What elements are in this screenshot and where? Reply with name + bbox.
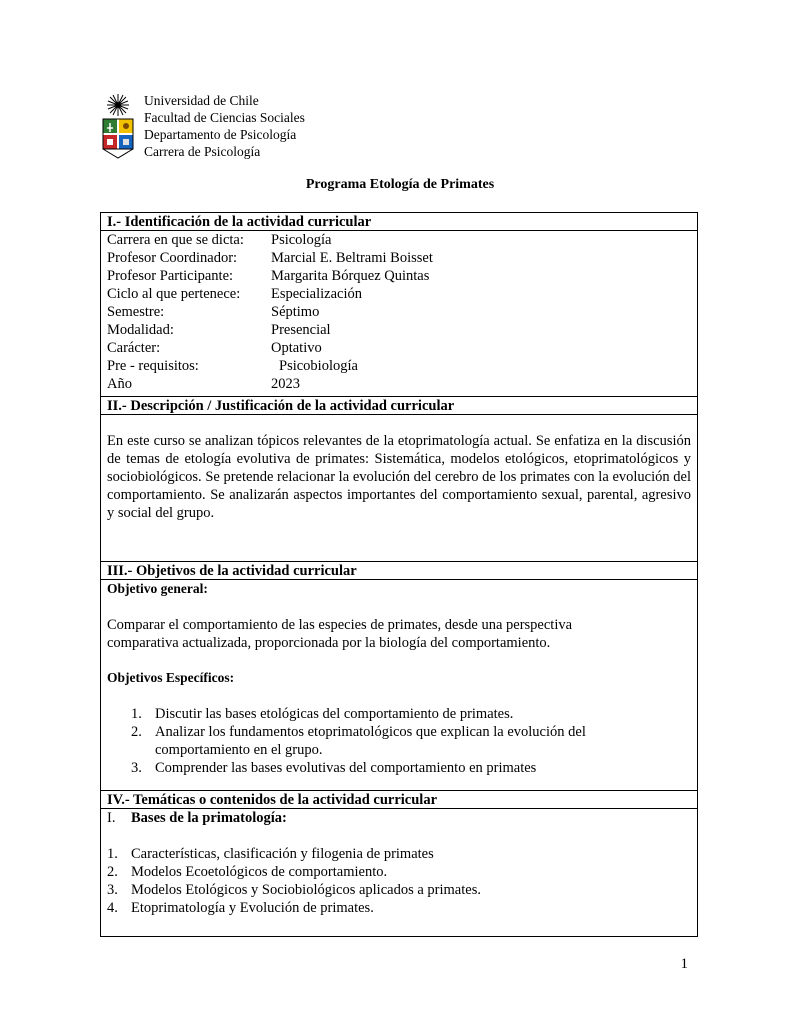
specific-objectives-label: Objetivos Específicos:	[107, 670, 235, 685]
id-value: Psicobiología	[279, 358, 358, 374]
general-objective-line: Comparar el comportamiento de las especies de primates, desde una perspectiva	[107, 617, 573, 633]
id-label: Año	[107, 376, 132, 392]
unit-heading	[107, 809, 691, 827]
id-row	[107, 321, 691, 339]
id-value: Presencial	[271, 322, 331, 338]
description-text: En este curso se analizan tópicos relevantes de la etoprimatología actual. Se enfatiza en la discusión de temas de etología evolutiva de primates: Sistemática, modelos etológicos, etoprimatológicos y sociobiológicos. Se pretende relacionar la evolución del cerebro de los primates con la evolución del comportamiento. Se analizarán aspectos importantes del comportamiento sexual, parental, agresivo y social del grupo.	[107, 433, 691, 521]
list-item	[107, 881, 691, 899]
general-objective-label: Objetivo general:	[107, 581, 208, 596]
contents-body	[101, 809, 697, 917]
item-text: Etoprimatología y Evolución de primates.	[131, 900, 374, 916]
id-row	[107, 303, 691, 321]
item-text: Discutir las bases etológicas del comportamiento de primates.	[155, 706, 514, 722]
university-name: Universidad de Chile	[144, 93, 259, 108]
objectives-body	[101, 580, 697, 777]
list-item	[107, 845, 691, 863]
id-label: Profesor Participante:	[107, 268, 234, 284]
list-item	[107, 863, 691, 881]
id-label: Modalidad:	[107, 322, 174, 338]
item-text: Modelos Etológicos y Sociobiológicos aplicados a primates.	[131, 882, 481, 898]
id-label: Carrera en que se dicta:	[107, 232, 244, 248]
unit-title: Bases de la primatología:	[131, 810, 287, 826]
section-contents	[100, 790, 698, 937]
id-row	[107, 357, 691, 375]
section-objectives	[100, 561, 698, 791]
department-name: Departamento de Psicología	[144, 127, 297, 142]
section-heading: I.- Identificación de la actividad curricular	[101, 213, 697, 231]
id-value: Optativo	[271, 340, 322, 356]
section-description	[100, 396, 698, 562]
id-value: 2023	[271, 376, 300, 392]
id-value: Séptimo	[271, 304, 320, 320]
id-row	[107, 375, 691, 393]
institution-header	[100, 92, 500, 162]
description-body	[101, 432, 697, 522]
institution-lines	[144, 92, 305, 160]
program-name: Carrera de Psicología	[144, 144, 261, 159]
id-row	[107, 231, 691, 249]
page-number: 1	[680, 956, 688, 972]
item-text: Características, clasificación y filogenia de primates	[131, 846, 434, 862]
id-row	[107, 285, 691, 303]
id-label: Ciclo al que pertenece:	[107, 286, 241, 302]
item-text: Analizar los fundamentos etoprimatológicos que explican la evolución del comportamiento en el grupo.	[155, 724, 586, 758]
item-number: 1.	[131, 706, 142, 722]
id-label: Pre - requisitos:	[107, 358, 199, 374]
specific-objectives-list	[107, 705, 691, 777]
id-value: Marcial E. Beltrami Boisset	[271, 250, 433, 266]
item-number: 4.	[107, 900, 118, 916]
faculty-name: Facultad de Ciencias Sociales	[144, 110, 305, 125]
item-text: Modelos Ecoetológicos de comportamiento.	[131, 864, 388, 880]
section-heading: IV.- Temáticas o contenidos de la actividad curricular	[101, 791, 697, 809]
general-objective-line: comparativa actualizada, proporcionada por la biología del comportamiento.	[107, 635, 551, 651]
list-item	[107, 899, 691, 917]
id-row	[107, 249, 691, 267]
item-text: Comprender las bases evolutivas del comportamiento en primates	[155, 760, 537, 776]
list-item	[107, 705, 691, 723]
id-label: Semestre:	[107, 304, 165, 320]
contents-list	[107, 845, 691, 917]
list-item	[107, 723, 691, 759]
id-value: Margarita Bórquez Quintas	[271, 268, 430, 284]
id-row	[107, 267, 691, 285]
identification-table	[101, 231, 697, 393]
list-item	[107, 759, 691, 777]
section-heading: II.- Descripción / Justificación de la actividad curricular	[101, 397, 697, 415]
id-value: Especialización	[271, 286, 362, 302]
item-number: 2.	[107, 864, 118, 880]
item-number: 1.	[107, 846, 118, 862]
section-identification	[100, 212, 698, 397]
id-label: Carácter:	[107, 340, 161, 356]
item-number: 3.	[107, 882, 118, 898]
item-number: 2.	[131, 724, 142, 740]
id-row	[107, 339, 691, 357]
id-value: Psicología	[271, 232, 332, 248]
id-label: Profesor Coordinador:	[107, 250, 238, 266]
item-number: 3.	[131, 760, 142, 776]
unit-number: I.	[107, 810, 116, 826]
section-heading: III.- Objetivos de la actividad curricular	[101, 562, 697, 580]
document-title: Programa Etología de Primates	[305, 177, 495, 192]
university-crest-icon	[100, 92, 136, 162]
